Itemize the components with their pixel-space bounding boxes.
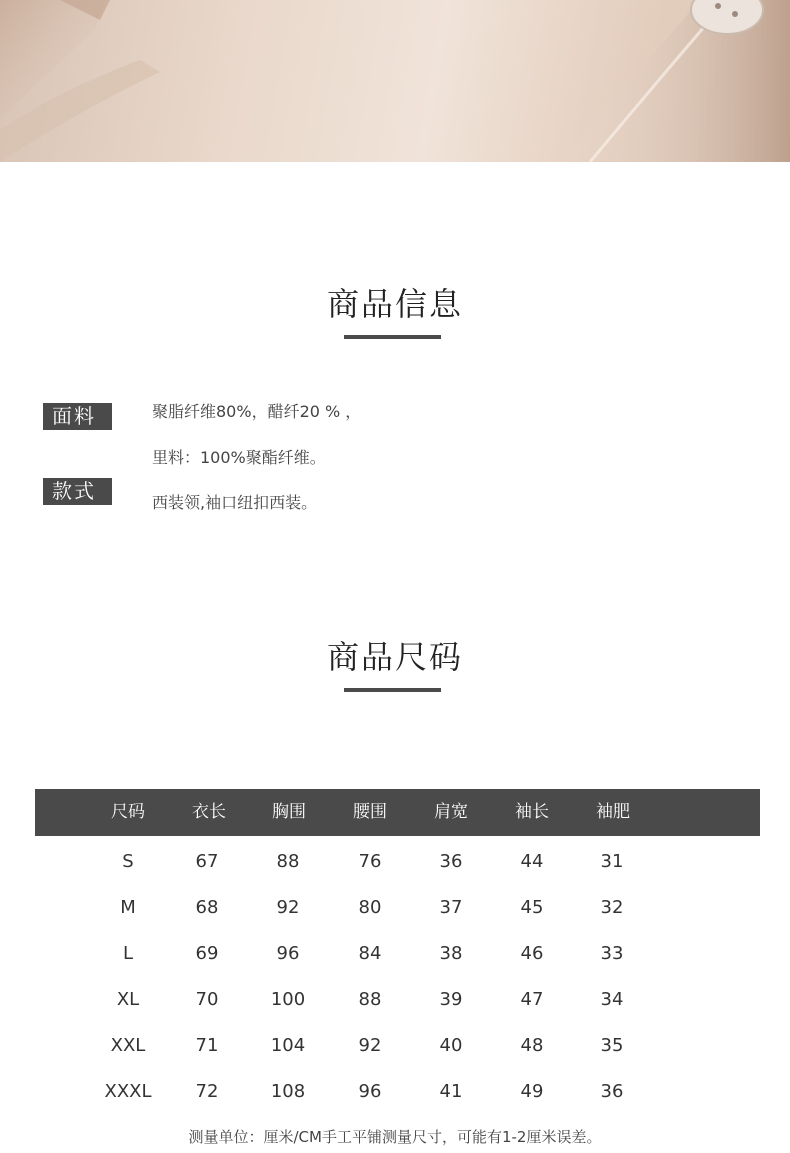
cell-waist: 84 [358,943,382,964]
cell-length: 67 [195,851,219,872]
cell-sleeve-length: 46 [520,943,544,964]
title-underline [344,688,441,692]
cell-waist: 96 [358,1081,382,1102]
cell-sleeve-width: 34 [600,989,624,1010]
cell-bust: 88 [276,851,300,872]
cell-shoulder: 39 [439,989,463,1010]
product-photo [0,0,790,162]
product-info-title: 商品信息 [326,285,463,323]
cell-length: 69 [195,943,219,964]
cell-waist: 80 [358,897,382,918]
measurement-note: 测量单位：厘米/CM手工平铺测量尺寸，可能有1-2厘米误差。 [188,1128,602,1146]
header-bust: 胸围 [272,802,306,822]
cell-size: XXXL [104,1081,152,1102]
cell-length: 72 [195,1081,219,1102]
cell-bust: 92 [276,897,300,918]
cell-shoulder: 36 [439,851,463,872]
cell-size: XL [116,989,140,1010]
style-tag: 款式 [43,478,112,505]
size-table-header [35,789,760,836]
header-waist: 腰围 [353,802,387,822]
cell-shoulder: 40 [439,1035,463,1056]
header-size: 尺码 [111,802,145,822]
style-text: 西装领,袖口纽扣西装。 [152,493,318,512]
cell-sleeve-width: 36 [600,1081,624,1102]
lining-text: 里料：100%聚酯纤维。 [152,448,326,467]
cell-bust: 96 [276,943,300,964]
header-shoulder: 肩宽 [434,802,468,822]
cell-length: 70 [195,989,219,1010]
cell-size: S [122,851,134,872]
cell-sleeve-width: 35 [600,1035,624,1056]
cell-shoulder: 37 [439,897,463,918]
cell-bust: 100 [270,989,306,1010]
fabric-tag: 面料 [43,403,112,430]
cell-size: L [122,943,134,964]
cell-sleeve-length: 45 [520,897,544,918]
cell-size: XXL [110,1035,146,1056]
cell-length: 71 [195,1035,219,1056]
cell-size: M [120,897,136,918]
header-sleeve-width: 袖肥 [596,802,630,822]
cell-sleeve-length: 48 [520,1035,544,1056]
cell-shoulder: 41 [439,1081,463,1102]
cell-sleeve-width: 32 [600,897,624,918]
cell-sleeve-length: 49 [520,1081,544,1102]
cell-sleeve-width: 31 [600,851,624,872]
title-underline [344,335,441,339]
header-length: 衣长 [192,802,226,822]
cell-sleeve-width: 33 [600,943,624,964]
cell-waist: 88 [358,989,382,1010]
cell-length: 68 [195,897,219,918]
header-sleeve-length: 袖长 [515,802,549,822]
cell-shoulder: 38 [439,943,463,964]
cell-waist: 76 [358,851,382,872]
cell-sleeve-length: 47 [520,989,544,1010]
cell-bust: 104 [270,1035,306,1056]
cell-bust: 108 [270,1081,306,1102]
size-section-title: 商品尺码 [326,638,463,676]
fabric-text: 聚脂纤维80%，醋纤20 % ， [152,402,362,421]
cell-waist: 92 [358,1035,382,1056]
cell-sleeve-length: 44 [520,851,544,872]
fabric-lapel-illustration [0,0,790,162]
